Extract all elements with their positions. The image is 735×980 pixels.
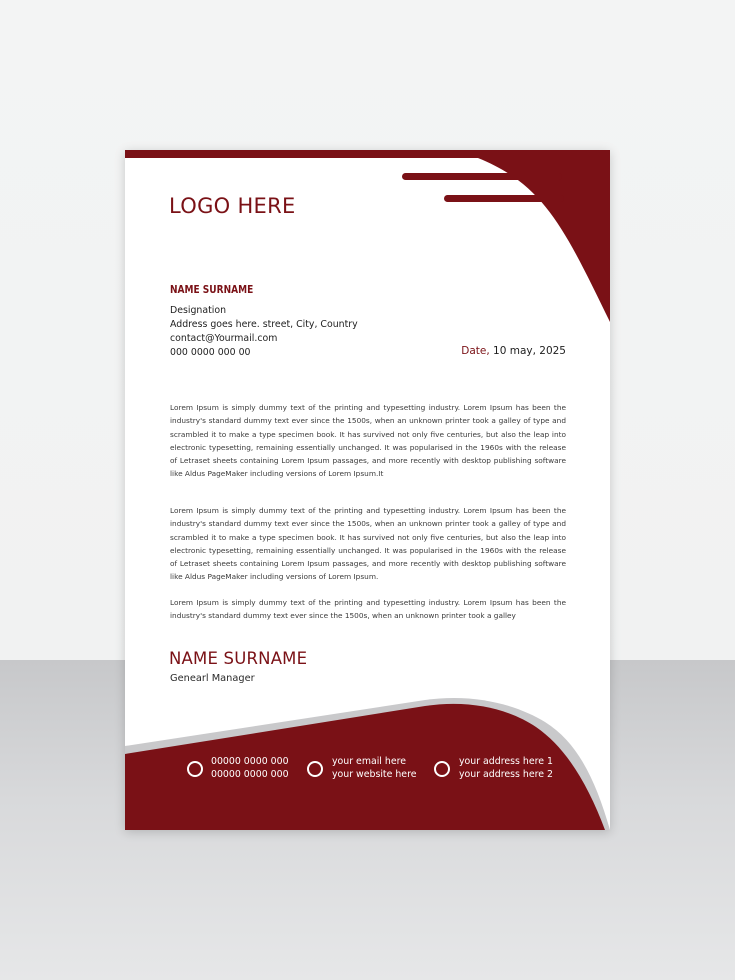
footer-address-line-1: your address here 1	[459, 756, 553, 767]
letter-date	[461, 345, 566, 357]
footer-address-line-2: your address here 2	[459, 768, 553, 780]
sender-address: Address goes here. street, City, Country	[170, 319, 358, 330]
letterhead-decoration	[125, 150, 610, 830]
signature-title: Genearl Manager	[170, 673, 255, 684]
accent-bar-bottom	[444, 195, 564, 202]
signature-name: NAME SURNAME	[169, 649, 308, 668]
sender-designation: Designation	[170, 305, 227, 316]
company-logo: LOGO HERE	[169, 194, 296, 218]
date-value: 10 may, 2025	[493, 345, 566, 357]
footer-phone-line-1: 00000 0000 000	[211, 756, 289, 767]
sender-name: NAME SURNAME	[170, 283, 254, 296]
footer-phone	[211, 756, 289, 781]
footer-address	[459, 756, 553, 781]
accent-bar-top	[402, 173, 562, 180]
footer-web	[332, 756, 417, 781]
footer-phone-line-2: 00000 0000 000	[211, 768, 289, 780]
body-paragraph-3: Lorem Ipsum is simply dummy text of the printing and typesetting industry. Lorem Ipsum has been the industry's standard dummy text ever since the 1500s, when an unknown printer took a galley	[170, 598, 566, 621]
date-label: Date,	[461, 345, 490, 357]
body-paragraph-2: Lorem Ipsum is simply dummy text of the printing and typesetting industry. Lorem Ipsum has been the industry's standard dummy text ever since the 1500s, when an unknown printer took a galley of type and scrambled it to make a type specimen book. It has survived not only five centuries, but also the leap into electronic typesetting, remaining essentially unchanged. It was popularised in the 1960s with the release of Letraset sheets containing Lorem Ipsum passages, and more recently with desktop publishing software like Aldus PageMaker including versions of Lorem Ipsum.	[170, 506, 566, 582]
sender-phone: 000 0000 000 00	[170, 347, 251, 358]
phone-circle-icon	[187, 761, 203, 777]
footer-email: your email here	[332, 756, 407, 767]
address-circle-icon	[434, 761, 450, 777]
letterhead-page	[125, 150, 610, 830]
body-paragraph-1: Lorem Ipsum is simply dummy text of the printing and typesetting industry. Lorem Ipsum has been the industry's standard dummy text ever since the 1500s, when an unknown printer took a galley of type and scrambled it to make a type specimen book. It has survived not only five centuries, but also the leap into electronic typesetting, remaining essentially unchanged. It was popularised in the 1960s with the release of Letraset sheets containing Lorem Ipsum passages, and more recently with desktop publishing software like Aldus PageMaker including versions of Lorem Ipsum.It	[170, 403, 566, 479]
footer-website: your website here	[332, 768, 417, 780]
sender-email: contact@Yourmail.com	[170, 333, 278, 344]
web-circle-icon	[307, 761, 323, 777]
